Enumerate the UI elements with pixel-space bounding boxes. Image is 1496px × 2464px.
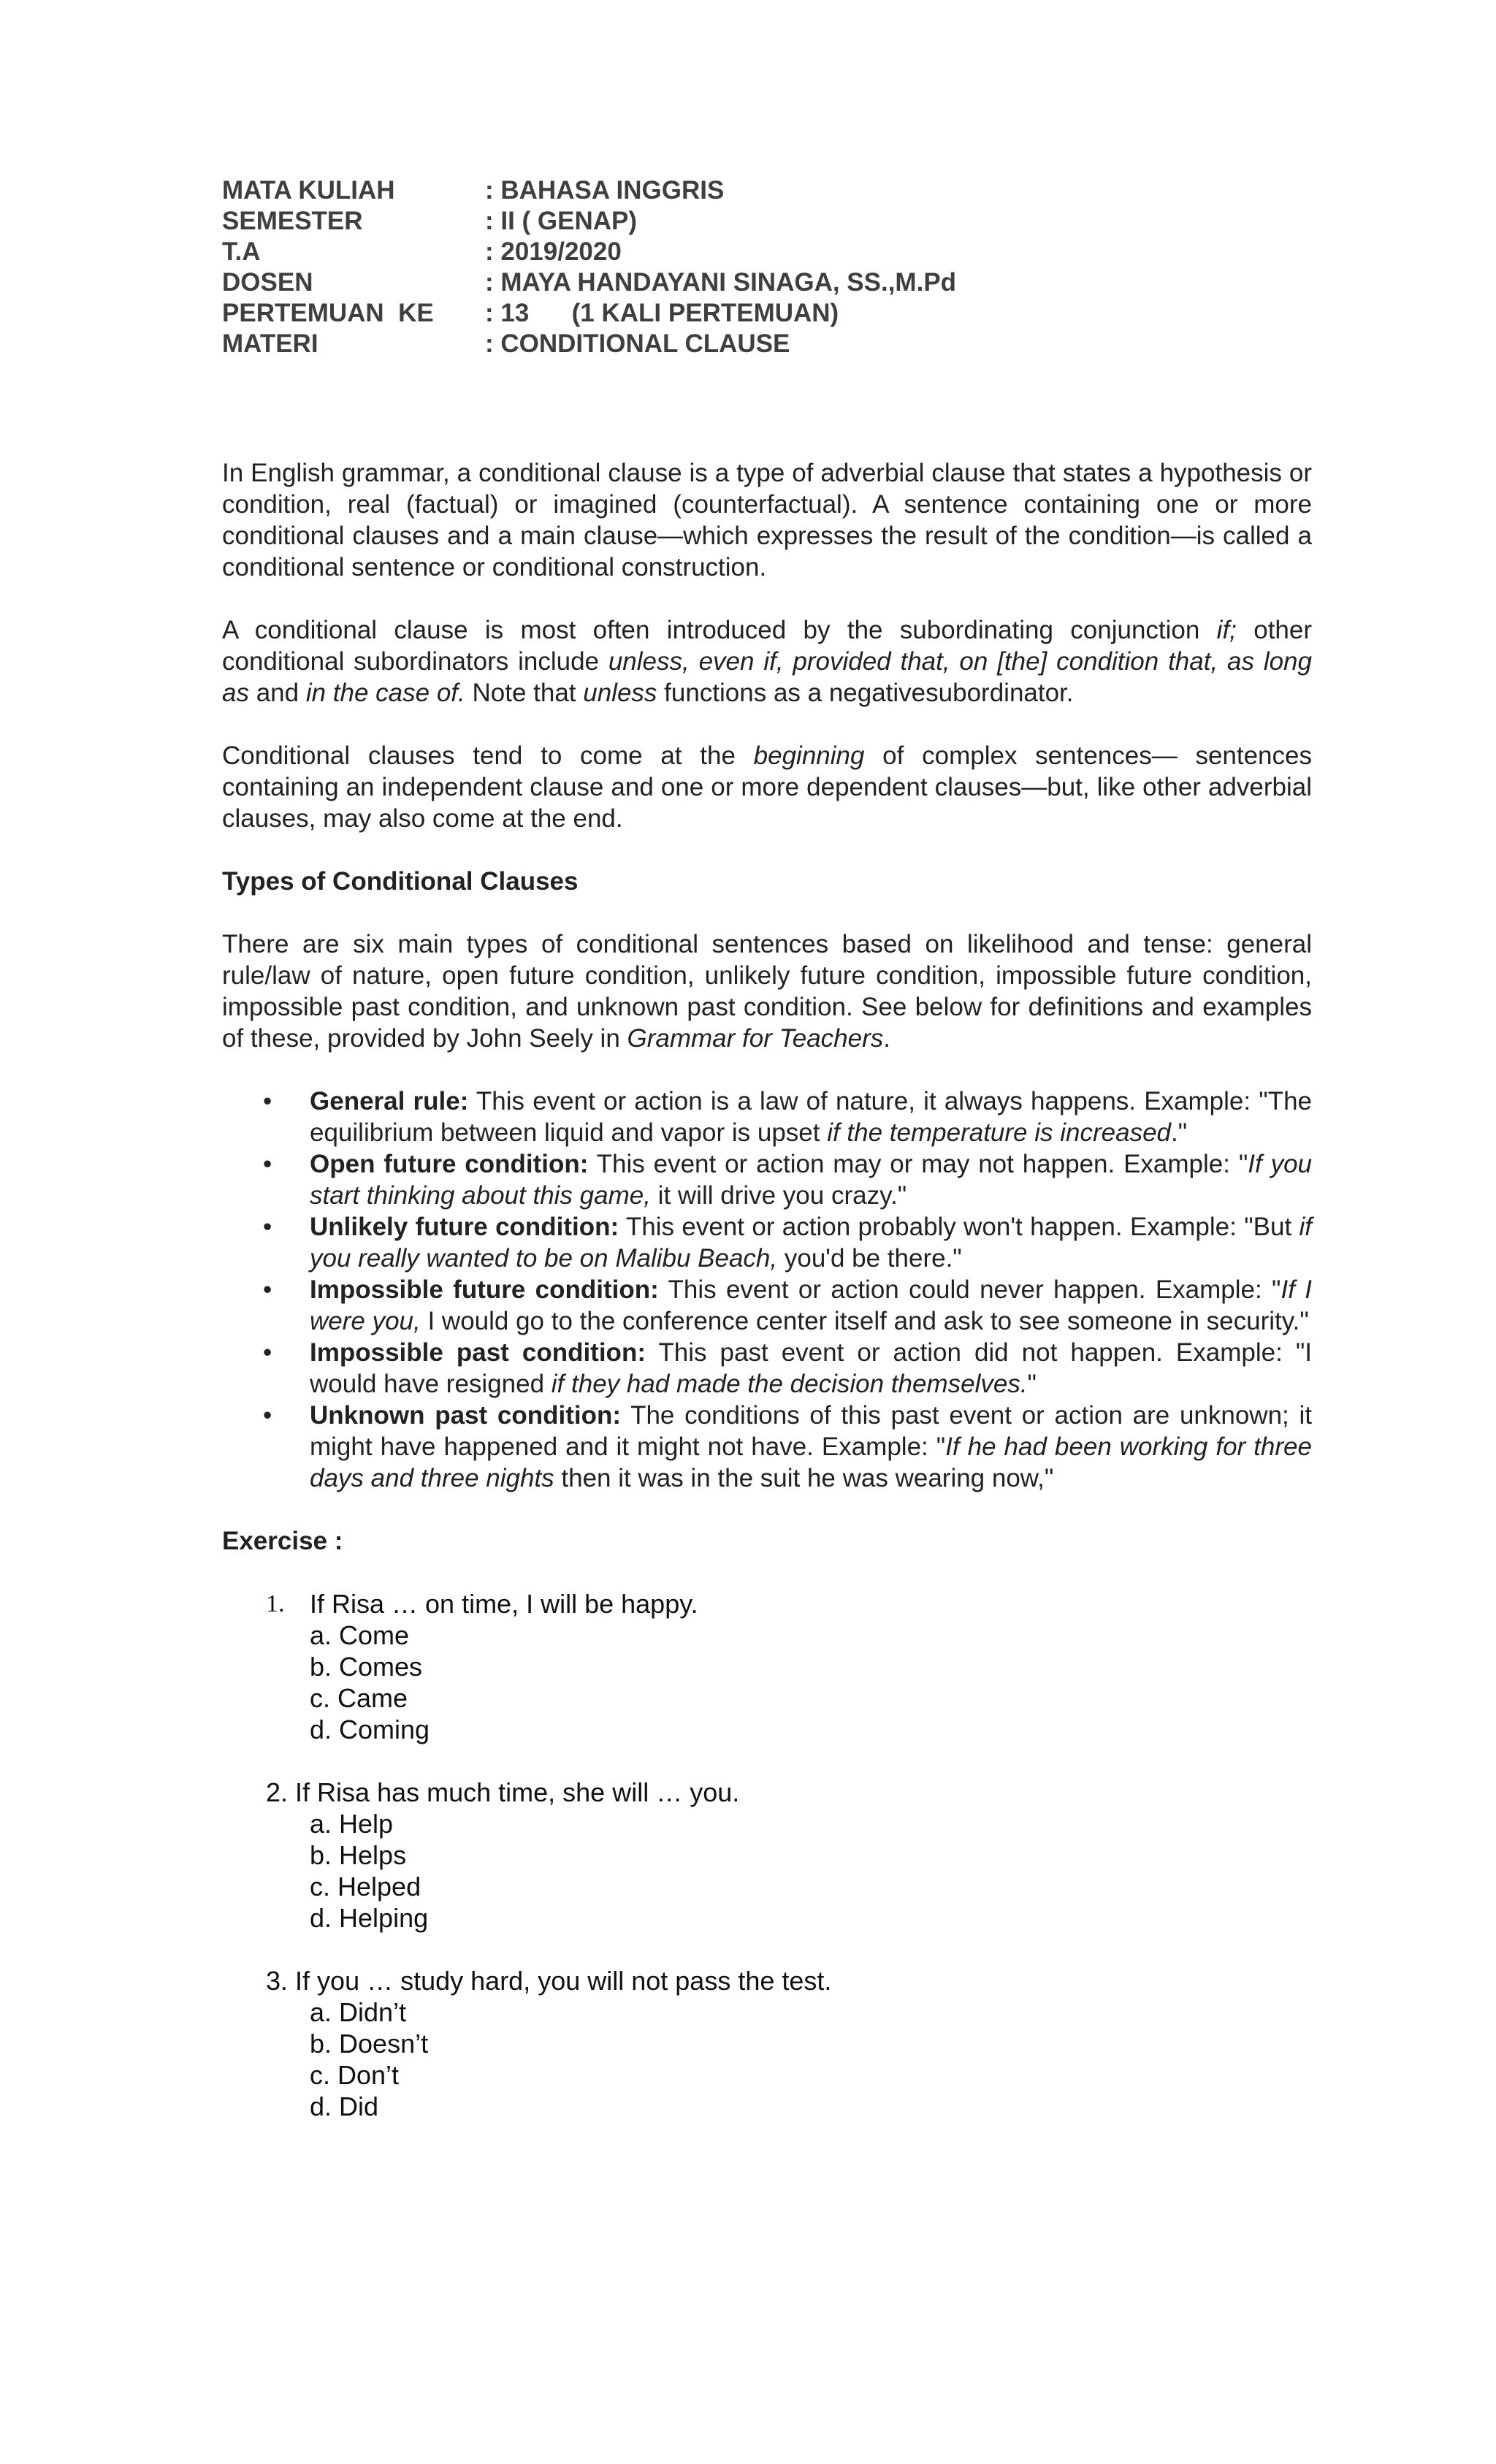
- bullet-icon: •: [263, 1087, 272, 1115]
- question-number: 1.: [266, 1590, 285, 1617]
- header-label: SEMESTER: [222, 207, 363, 235]
- text-run: .: [883, 1024, 891, 1053]
- list-item: [222, 1086, 1312, 1148]
- header-value: : II ( GENAP): [485, 207, 638, 235]
- italic-run: if;: [1216, 616, 1237, 644]
- item-italic: If I were you,: [310, 1275, 1312, 1335]
- item-text: This event or action is a law of nature, it always happens. Example: "The equilibrium between liquid and vapor is upset: [310, 1087, 1312, 1147]
- header-row: [222, 175, 956, 206]
- item-heading: Unknown past condition:: [310, 1401, 621, 1430]
- item-heading: Unlikely future condition:: [310, 1213, 619, 1241]
- list-item: [222, 1148, 1312, 1211]
- header-value: : CONDITIONAL CLAUSE: [485, 329, 790, 358]
- intro-paragraph-2: [222, 614, 1312, 709]
- answer-option: b. Helps: [310, 1840, 407, 1870]
- answer-options: [222, 1620, 1312, 1745]
- bullet-icon: •: [263, 1275, 272, 1304]
- item-heading: Impossible past condition:: [310, 1338, 646, 1367]
- item-text: you'd be there.": [777, 1244, 962, 1273]
- exercise-title: Exercise :: [222, 1527, 343, 1555]
- exercise-question-2: [222, 1777, 1312, 1934]
- answer-option: a. Didn’t: [310, 1997, 407, 2027]
- header-value: : 2019/2020: [485, 237, 622, 266]
- text-run: Note that: [465, 679, 584, 707]
- item-text: ": [1027, 1370, 1037, 1398]
- list-item: [222, 1400, 1312, 1494]
- item-italic: if you really wanted to be on Malibu Beach,: [310, 1213, 1313, 1273]
- answer-options: [222, 1808, 1312, 1934]
- answer-option: c. Came: [310, 1683, 408, 1713]
- list-item: [222, 1211, 1312, 1274]
- question-stem: [222, 1965, 1312, 1996]
- item-text: This event or action probably won't happen. Example: "But: [619, 1213, 1300, 1241]
- item-italic: If he had been working for three days and three nights: [310, 1433, 1312, 1492]
- text-run: A conditional clause is most often introduced by the subordinating conjunction: [222, 616, 1217, 644]
- item-text: it will drive you crazy.": [650, 1181, 907, 1210]
- conditional-types-list: [222, 1086, 1312, 1494]
- intro-paragraph-1: In English grammar, a conditional clause is a type of adverbial clause that states a hypothesis or condition, real (factual) or imagined (counterfactual). A sentence containing one or more conditional clauses and a main clause—which expresses the result of the condition—is called a conditional sentence or conditional construction.: [222, 459, 1312, 581]
- italic-run: in the case of.: [305, 679, 465, 707]
- header-label: T.A: [222, 237, 261, 266]
- item-heading: Open future condition:: [310, 1150, 589, 1178]
- types-intro-paragraph: [222, 928, 1312, 1054]
- header-label: MATERI: [222, 329, 318, 358]
- question-stem: [222, 1588, 1312, 1620]
- bullet-icon: •: [263, 1150, 272, 1178]
- text-run: other conditional subordinators include: [222, 616, 1312, 676]
- exercise-question-3: [222, 1965, 1312, 2122]
- header-value: : MAYA HANDAYANI SINAGA, SS.,M.Pd: [485, 268, 957, 297]
- header-row: [222, 237, 956, 267]
- answer-option: d. Coming: [310, 1714, 430, 1744]
- item-heading: General rule:: [310, 1087, 469, 1115]
- answer-options: [222, 1996, 1312, 2122]
- answer-option: d. Did: [310, 2091, 379, 2121]
- bullet-icon: •: [263, 1338, 272, 1367]
- answer-option: a. Come: [310, 1620, 410, 1650]
- header-label: DOSEN: [222, 268, 313, 297]
- question-number: 3.: [266, 1966, 289, 1996]
- answer-option: b. Doesn’t: [310, 2029, 429, 2059]
- answer-option: c. Don’t: [310, 2060, 400, 2090]
- intro-paragraph-3: [222, 740, 1312, 834]
- question-text: If Risa … on time, I will be happy.: [310, 1589, 698, 1619]
- question-text: If you … study hard, you will not pass the test.: [295, 1966, 832, 1996]
- item-italic: if they had made the decision themselves.: [551, 1370, 1028, 1398]
- question-text: If Risa has much time, she will … you.: [295, 1777, 740, 1807]
- text-run: Conditional clauses tend to come at the: [222, 741, 754, 770]
- item-text: I would go to the conference center itself and ask to see someone in security.": [420, 1307, 1309, 1335]
- item-text: The conditions of this past event or action are unknown; it might have happened and it might not have. Example: ": [310, 1401, 1312, 1461]
- bullet-icon: •: [263, 1401, 272, 1430]
- header-row: [222, 329, 956, 359]
- bullet-icon: •: [263, 1213, 272, 1241]
- item-text: .": [1171, 1118, 1188, 1147]
- question-stem: [222, 1777, 1312, 1808]
- answer-option: c. Helped: [310, 1872, 421, 1902]
- header-row: [222, 206, 956, 237]
- item-italic: If you start thinking about this game,: [310, 1150, 1312, 1210]
- text-run: of complex sentences— sentences containing an independent clause and one or more dependent clauses—but, like other adverbial clauses, may also come at the end.: [222, 741, 1312, 833]
- item-italic: if the temperature is increased: [827, 1118, 1171, 1147]
- answer-option: b. Comes: [310, 1652, 423, 1682]
- text-run: There are six main types of conditional sentences based on likelihood and tense: general rule/law of nature, open future condition, unlikely future condition, impossible future condition, impossible past condition, and unknown past condition. See below for definitions and examples of these, provided by John Seely in: [222, 930, 1312, 1053]
- header-label: PERTEMUAN KE: [222, 299, 434, 327]
- exercise-question-1: [222, 1588, 1312, 1745]
- item-heading: Impossible future condition:: [310, 1275, 659, 1304]
- text-run: and: [248, 679, 306, 707]
- course-info-header: [222, 175, 956, 359]
- question-number: 2.: [266, 1777, 289, 1807]
- list-item: [222, 1274, 1312, 1337]
- text-run: functions as a negativesubordinator.: [657, 679, 1074, 707]
- item-text: This past event or action did not happen. Example: "I would have resigned: [310, 1338, 1312, 1398]
- document-body: [222, 457, 1312, 2122]
- italic-run: beginning: [753, 741, 865, 770]
- header-label: MATA KULIAH: [222, 176, 395, 205]
- item-text: This event or action could never happen. Example: ": [658, 1275, 1281, 1304]
- header-row: [222, 267, 956, 298]
- header-value: : BAHASA INGGRIS: [485, 176, 725, 205]
- italic-run: unless, even if, provided that, on [the] condition that, as long as: [222, 647, 1312, 707]
- header-row: [222, 298, 956, 329]
- answer-option: a. Help: [310, 1809, 394, 1839]
- answer-option: d. Helping: [310, 1903, 429, 1933]
- book-title: Grammar for Teachers: [627, 1024, 884, 1053]
- section-title-types: Types of Conditional Clauses: [222, 867, 579, 896]
- item-text: This event or action may or may not happen. Example: ": [588, 1150, 1248, 1178]
- item-text: then it was in the suit he was wearing now,": [554, 1464, 1054, 1492]
- italic-run: unless: [583, 679, 657, 707]
- list-item: [222, 1337, 1312, 1400]
- header-value: : 13 (1 KALI PERTEMUAN): [485, 299, 839, 327]
